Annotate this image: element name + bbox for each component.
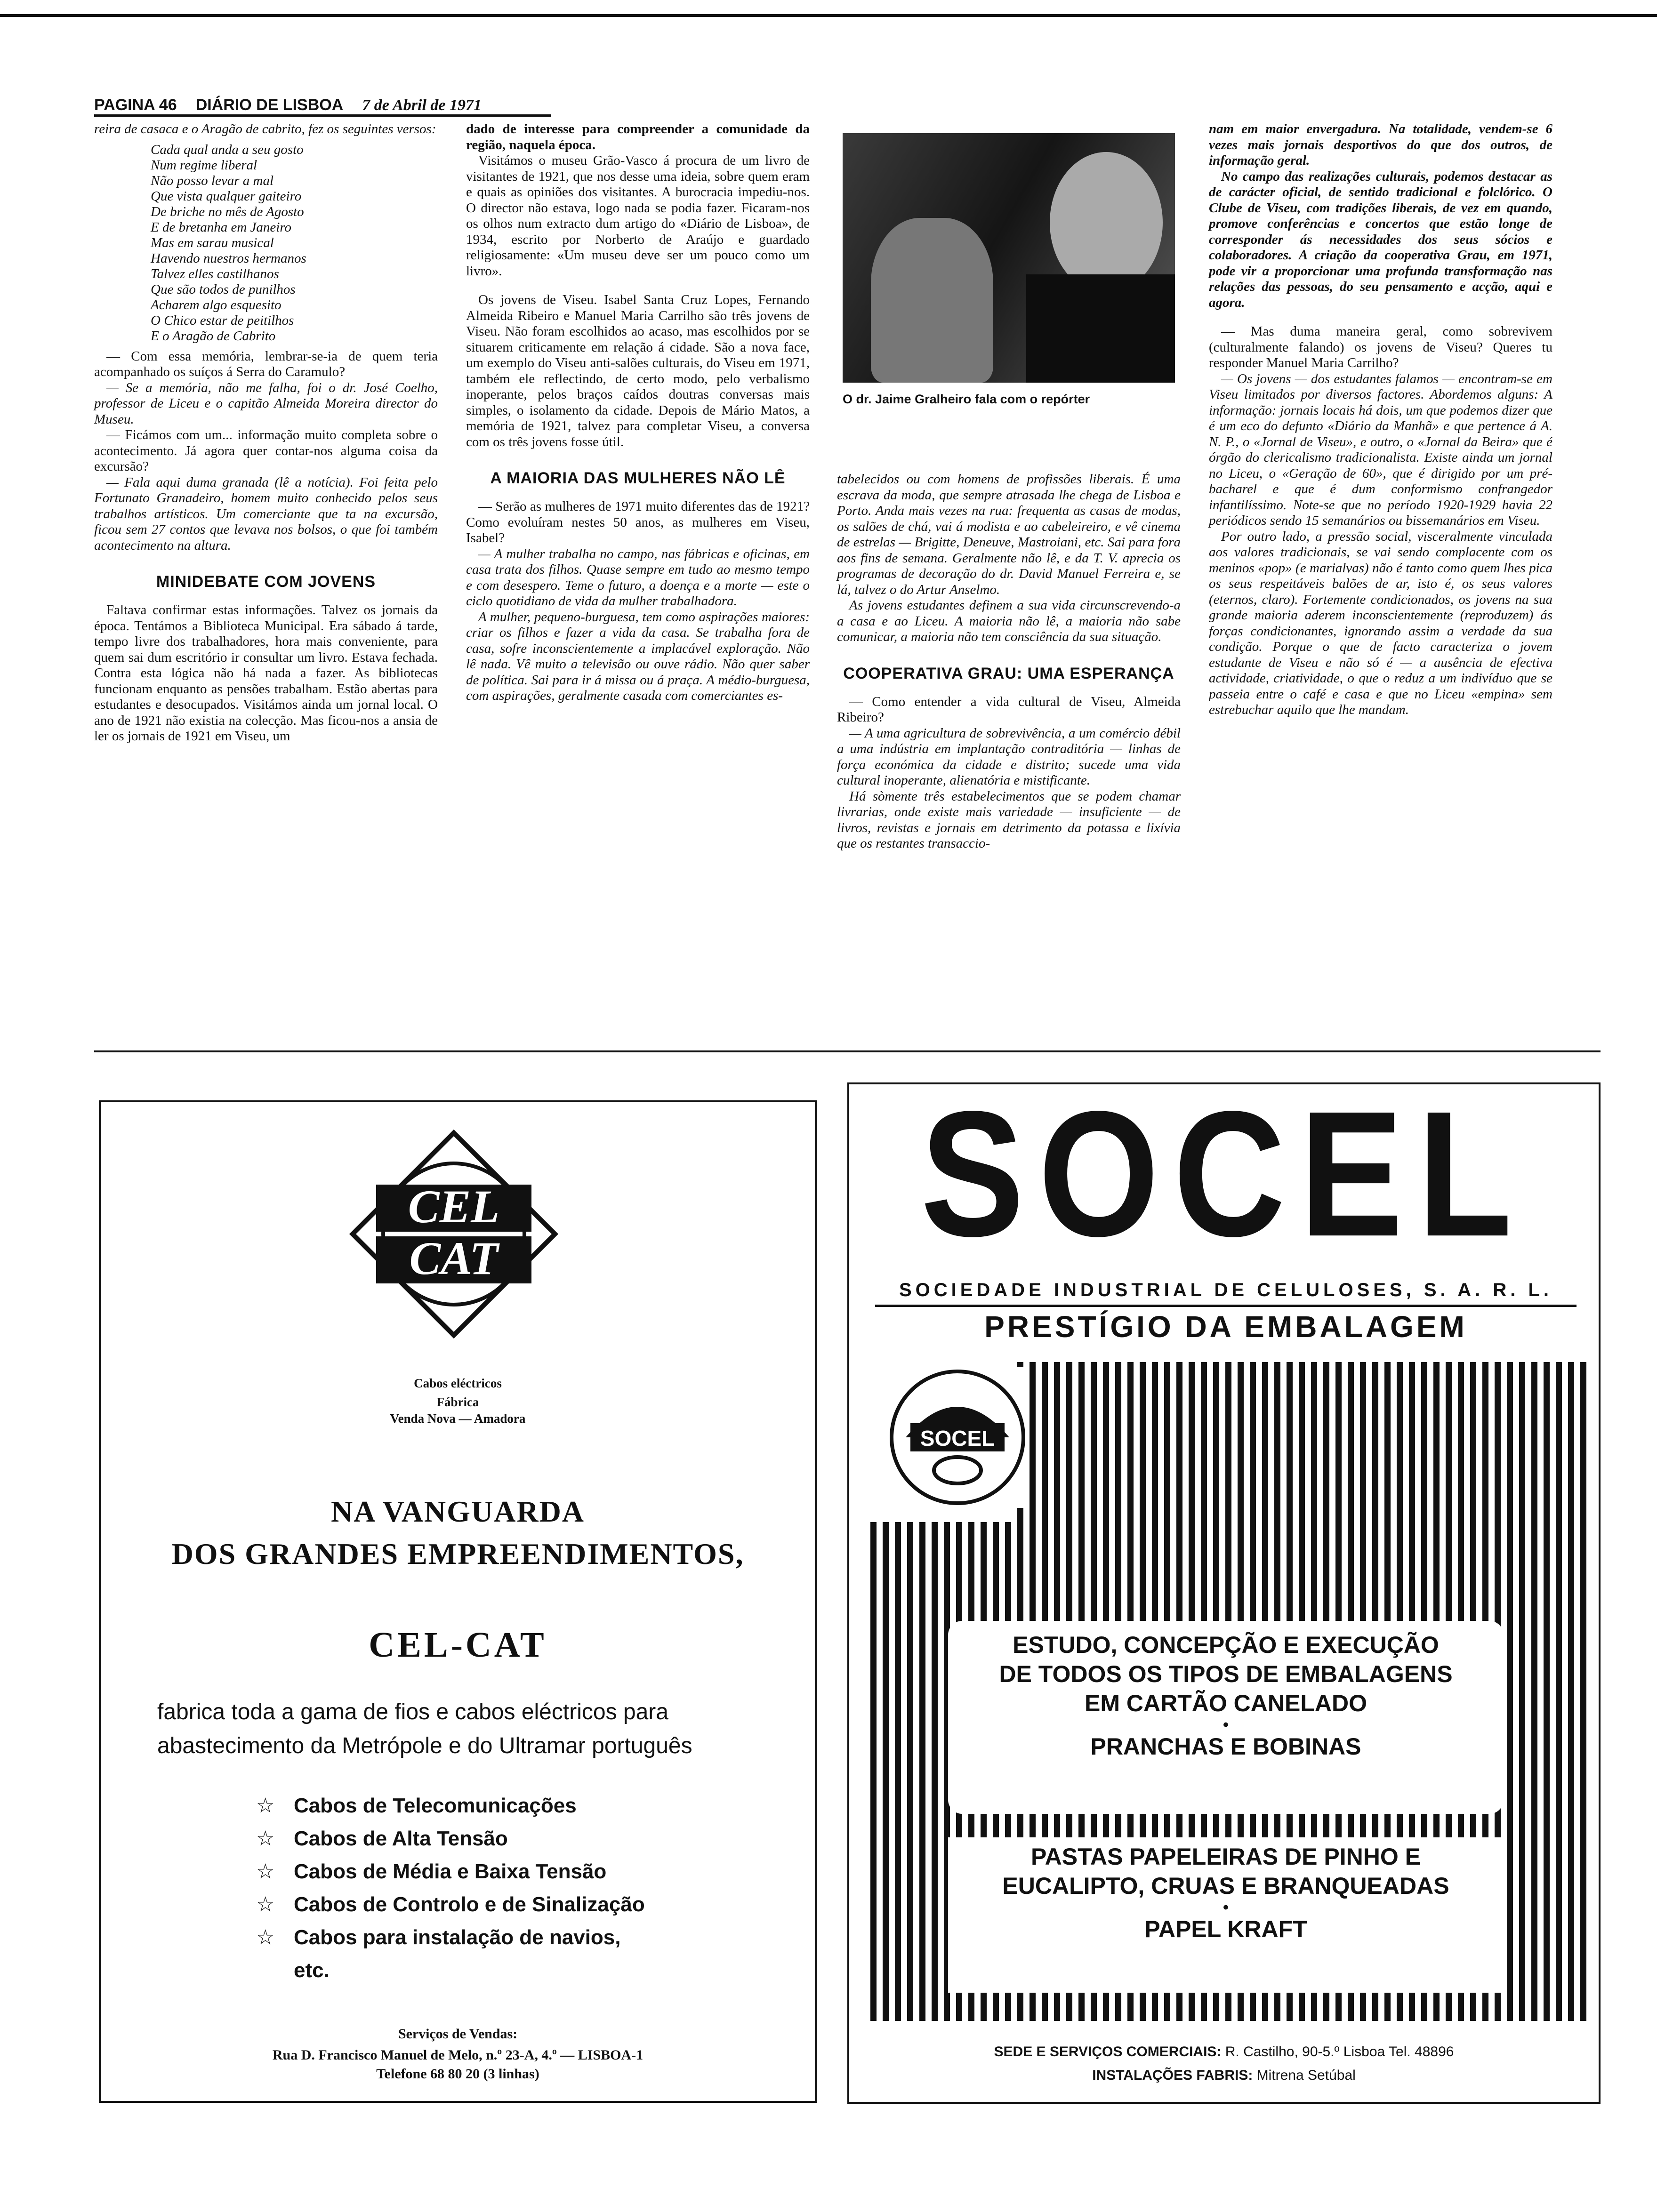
bullet: • [1223, 1899, 1229, 1916]
product-item [256, 1954, 645, 1987]
products-line: PAPEL KRAFT [1144, 1916, 1307, 1942]
article-column-4 [1209, 121, 1552, 718]
page-number: PAGINA 46 [94, 96, 177, 114]
socel-factory [849, 2066, 1599, 2085]
paragraph: Por outro lado, a pressão social, visceralmente vinculada aos valores tradicionais, se vai sendo complacente com os meninos «pop» (e marialvas) não é tanto como quem lhes pica os seus respeitáveis balões de ar, isto é, os seus valores (eternos, claro). Fortemente condicionados, os jovens na sua grande maioria aderem inconscientemente (reproduzem) ás forças condicionantes, ignorando assim a verdade da sua condição. Porque o que de facto caracteriza o jovem estudante de Viseu e não só é — a ausência de efectiva actividade, criatividade, o que o reduz a um indivíduo que se passeia entre o café e casa e que no Liceu «empina» sem estrebuchar aquilo que lhe mandam. [1209, 529, 1552, 717]
celcat-line1: Cabos eléctricos [414, 1376, 502, 1390]
paragraph: — Os jovens — dos estudantes falamos — encontram-se em Viseu limitados por diversos factores. Abordemos alguns: A informação: jornais locais há dois, um que podemos dizer que é um eco do defunto «Diário da Manhã» e que pertence á A. N. P., o «Jornal de Viseu», e outro, o «Jornal da Beira» que é órgão do clericalismo tradicionalista. Existe ainda um jornal no Liceu, o «Geração de 60», que é dirigido por um pré-bacharel e que é dum conformismo confrangedor infantilíssimo. Note-se que no período 1920-1929 havia 22 periódicos sendo 15 semanários ou bissemanários em Viseu. [1209, 371, 1552, 528]
section-heading: A MAIORIA DAS MULHERES NÃO LÊ [490, 469, 786, 487]
poem-line: Não posso levar a mal [151, 173, 273, 188]
poem-line: Talvez elles castilhanos [151, 266, 279, 281]
celcat-headline2: DOS GRANDES EMPREENDIMENTOS, [171, 1537, 744, 1571]
socel-advertisement [847, 1074, 1601, 2104]
paragraph: tabelecidos ou com homens de profissões liberais. É uma escrava da moda, que sempre atrasada lhe chega de Lisboa e Porto. Anda mais vezes na rua: frequenta as casas de modas, os salões de chá, vai á modista e ao cabeleireiro, e vê cinema de estrelas — Brigitte, Deneuve, Mastroiani, etc. Sai para fora aos fins de semana. Geralmente não lê, e da T. V. aprecia os programas de decoração do dr. David Manuel Ferreira e, se lá, talvez o do Artur Anselmo. [837, 472, 1181, 597]
star-icon: ☆ [256, 1860, 275, 1883]
paragraph: As jovens estudantes definem a sua vida circunscrevendo-a a casa e ao Liceu. A maioria não lê, a maioria não sabe comunicar, a maioria não tem consciência da sua situação. [837, 598, 1181, 644]
stripe [1531, 1362, 1537, 2021]
socel-brand: SOCEL [920, 1074, 1527, 1274]
paragraph: — Se a memória, não me falha, foi o dr. José Coelho, professor de Liceu e o capitão Almeida Moreira director do Museu. [94, 380, 438, 427]
logo-text-bottom: CAT [409, 1232, 499, 1284]
paragraph: Há sòmente três estabelecimentos que se podem chamar livrarias, onde existe mais variedade — insuficiente — de livros, revistas e jornais em detrimento da potassa e lixívia que os restantes transaccio- [837, 788, 1181, 851]
socel-services-box [948, 1621, 1504, 1814]
poem-line: Que vista qualquer gaiteiro [151, 188, 302, 204]
celcat-product-list [256, 1789, 645, 1987]
poem-line: Que são todos de punilhos [151, 281, 296, 297]
stripe [1519, 1362, 1525, 2021]
product-label: Cabos de Média e Baixa Tensão [294, 1860, 607, 1883]
section-divider [94, 1050, 1601, 1052]
product-item [256, 1855, 645, 1888]
poem-line: E o Aragão de Cabrito [151, 328, 276, 344]
poem-line: Cada qual anda a seu gosto [151, 142, 304, 157]
article-column-1 [94, 121, 438, 745]
socel-products-box [948, 1837, 1504, 1993]
paragraph: nam em maior envergadura. Na totalidade, vendem-se 6 vezes mais jornais desportivos do que dos outros, de informação geral. [1209, 121, 1552, 168]
product-label: etc. [294, 1959, 330, 1982]
socel-headquarters [849, 2042, 1599, 2062]
product-item [256, 1822, 645, 1855]
services-line: DE TODOS OS TIPOS DE EMBALAGENS [999, 1661, 1453, 1687]
celcat-line3: Venda Nova — Amadora [390, 1411, 526, 1426]
product-label: Cabos para instalação de navios, [294, 1926, 621, 1949]
socel-tagline: PRESTÍGIO DA EMBALAGEM [984, 1310, 1467, 1344]
article-photo [843, 133, 1175, 383]
paragraph: — Serão as mulheres de 1971 muito diferentes das de 1921? Como evoluíram nestes 50 anos, as mulheres em Viseu, Isabel? [466, 499, 810, 545]
celcat-advertisement [99, 1100, 817, 2103]
celcat-sales-title: Serviços de Vendas: [398, 2026, 518, 2042]
paragraph: A mulher, pequeno-burguesa, tem como aspirações maiores: criar os filhos e fazer a vida da casa. Se trabalha fora de casa, sofre inconscientemente a implacável exploração. Não lê nada. Vê muito a televisão ou ouve rádio. Não quer saber de política. Sai para ir á missa ou á praça. A médio-burguesa, com aspirações, geralmente casada com comerciantes es- [466, 609, 810, 703]
paragraph: — Com essa memória, lembrar-se-ia de quem teria acompanhado os suíços á Serra do Caramulo? [94, 348, 438, 379]
hq-address: R. Castilho, 90-5.º Lisboa Tel. 48896 [1225, 2044, 1454, 2060]
product-item [256, 1921, 645, 1954]
paragraph: reira de casaca e o Aragão de cabrito, fez os seguintes versos: [94, 121, 436, 136]
stripe [870, 1522, 877, 2021]
stripe [1556, 1362, 1562, 2021]
product-item [256, 1888, 645, 1921]
issue-date: 7 de Abril de 1971 [362, 96, 482, 114]
stripe [1580, 1362, 1586, 2021]
poem-verses [94, 142, 438, 344]
paragraph: — Como entender a vida cultural de Viseu, Almeida Ribeiro? [837, 694, 1181, 725]
paragraph: No campo das realizações culturais, podemos destacar as de carácter oficial, de sentido tradicional e folclórico. O Clube de Viseu, com tradições liberais, de vez em quando, promove conferências e concertos que estão longe de corresponder ás necessidades dos seus sócios e colaboradores. A criação da cooperativa Grau, em 1971, pode vir a proporcionar uma profunda transformação nas relações das pessoas, do seu pensamento e acção, aqui e agora. [1209, 168, 1552, 310]
paragraph: — Mas duma maneira geral, como sobrevivem (culturalmente falando) os jovens de Viseu? Queres tu responder Manuel Maria Carrilho? [1209, 324, 1552, 370]
top-rule [0, 14, 1657, 17]
article-column-3 [837, 472, 1181, 852]
star-icon: ☆ [256, 1827, 275, 1850]
hq-label: SEDE E SERVIÇOS COMERCIAIS: [994, 2044, 1222, 2060]
star-icon: ☆ [256, 1893, 275, 1916]
stripe [907, 1522, 913, 2021]
poem-line: Num regime liberal [151, 157, 257, 173]
article-column-2 [466, 121, 810, 704]
socel-subtitle: SOCIEDADE INDUSTRIAL DE CELULOSES, S. A. R. L. [875, 1280, 1577, 1307]
emblem-text: SOCEL [920, 1426, 995, 1451]
product-label: Cabos de Controlo e de Sinalização [294, 1893, 645, 1916]
paragraph: — Ficámos com um... informação muito completa sobre o acontecimento. Já agora quer contar-nos alguma coisa da excursão? [94, 427, 438, 474]
bullet: • [1223, 1716, 1229, 1734]
paragraph: — Fala aqui duma granada (lê a notícia). Foi feita pelo Fortunato Granadeiro, homem muito conhecido pelos seus trabalhos artísticos. Um comerciante que ta na excursão, ficou sem 27 contos que levava nos bolsos, o que foi também acontecimento na altura. [94, 474, 438, 553]
product-item [256, 1789, 645, 1822]
section-heading: MINIDEBATE COM JOVENS [156, 573, 376, 591]
celcat-logo [348, 1128, 560, 1340]
poem-line: De briche no mês de Agosto [151, 204, 304, 219]
stripe [1568, 1362, 1574, 2021]
paragraph: Visitámos o museu Grão-Vasco á procura de um livro de visitantes de 1921, que nos desse uma ideia, sobre quem eram e quais as opiniões dos visitantes. A burocracia impediu-nos. O director não estava, logo nada se podia fazer. Ficaram-nos os olhos num extracto dum artigo do «Diário de Lisboa», de 1934, escrito por Norberto de Araújo e guardado religiosamente: «Um museu deve ser um pouco como um livro». [466, 153, 810, 279]
page-header [94, 94, 551, 117]
photo-caption: O dr. Jaime Gralheiro fala com o repórter [843, 392, 1090, 406]
star-icon: ☆ [256, 1794, 275, 1817]
paragraph: — A uma agricultura de sobrevivência, a um comércio débil a uma indústria em implantação contraditória — linhas de força económica da cidade e distrito; sucede uma vida cultural inoperante, alienatória e mistificante. [837, 725, 1181, 788]
products-line: PASTAS PAPELEIRAS DE PINHO E [1031, 1843, 1421, 1870]
factory-label: INSTALAÇÕES FABRIS: [1092, 2068, 1253, 2083]
socel-emblem [887, 1367, 1028, 1508]
celcat-description: fabrica toda a gama de fios e cabos eléctricos para abastecimento da Metrópole e do Ultramar português [157, 1699, 692, 1758]
paragraph: dado de interesse para compreender a comunidade da região, naquela época. [466, 121, 810, 152]
services-line: EM CARTÃO CANELADO [1085, 1690, 1367, 1716]
stripe [895, 1522, 901, 2021]
stripe [1507, 1362, 1513, 2021]
celcat-sales-address: Rua D. Francisco Manuel de Melo, n.º 23-A, 4.º — LISBOA-1 [272, 2047, 643, 2063]
services-line: PRANCHAS E BOBINAS [1090, 1733, 1361, 1760]
poem-line: Acharem algo esquesito [151, 297, 282, 313]
paragraph: — A mulher trabalha no campo, nas fábricas e oficinas, em casa trata dos filhos. Quase sempre em tudo ao mesmo tempo e com desespero. Teme o futuro, a doença e a morte — este o ciclo quotidiano de vida da mulher trabalhadora. [466, 546, 810, 609]
stripe [932, 1522, 938, 2021]
products-line: EUCALIPTO, CRUAS E BRANQUEADAS [1002, 1873, 1449, 1899]
product-label: Cabos de Telecomunicações [294, 1794, 577, 1817]
paragraph: Faltava confirmar estas informações. Talvez os jornais da época. Tentámos a Biblioteca Municipal. Era sábado á tarde, tempo livre dos trabalhadores, hora mais conveniente, para quem sai dum escritório ir consultar um livro. Estava fechada. Contra esta lógica não há nada a fazer. As bibliotecas funcionam enquanto as pensões trabalham. Estão abertas para estudantes e desocupados. Visitámos ainda um jornal local. O ano de 1921 não existia na colecção. Mas ficou-nos a ansia de ler os jornais de 1921 em Viseu, um [94, 602, 438, 744]
section-heading: COOPERATIVA GRAU: UMA ESPERANÇA [843, 664, 1174, 682]
celcat-headline1: NA VANGUARDA [330, 1495, 585, 1528]
stripe [883, 1522, 889, 2021]
paragraph: Os jovens de Viseu. Isabel Santa Cruz Lopes, Fernando Almeida Ribeiro e Manuel Maria Carrilho são três jovens de Viseu. Não foram escolhidos ao acaso, mas escolhidos por se situarem criticamente em relação á cidade. São a nova face, um exemplo do Viseu anti-salões culturais, do Viseu em 1971, também ele reflectindo, de certo modo, pelo verbalismo inoperante, pelos braços caídos doutras conversas mais simples, o isolamento da cidade. Depois de Mário Matos, a memória de 1921, talvez para completar Viseu, a conversa com os três jovens fosse útil. [466, 292, 810, 449]
poem-line: O Chico estar de peitilhos [151, 313, 294, 328]
newspaper-name: DIÁRIO DE LISBOA [195, 96, 344, 114]
poem-line: E de bretanha em Janeiro [151, 219, 292, 235]
stripe [1544, 1362, 1550, 2021]
celcat-brand: CEL-CAT [369, 1625, 547, 1665]
services-line: ESTUDO, CONCEPÇÃO E EXECUÇÃO [1013, 1632, 1439, 1658]
celcat-line2: Fábrica [436, 1395, 479, 1409]
poem-line: Havendo nuestros hermanos [151, 250, 306, 266]
factory-location: Mitrena Setúbal [1256, 2068, 1356, 2083]
poem-line: Mas em sarau musical [151, 235, 274, 250]
star-icon: ☆ [256, 1926, 275, 1949]
celcat-sales-phone: Telefone 68 80 20 (3 linhas) [376, 2066, 539, 2082]
product-label: Cabos de Alta Tensão [294, 1827, 508, 1850]
stripe [919, 1522, 925, 2021]
logo-text-top: CEL [408, 1180, 500, 1233]
